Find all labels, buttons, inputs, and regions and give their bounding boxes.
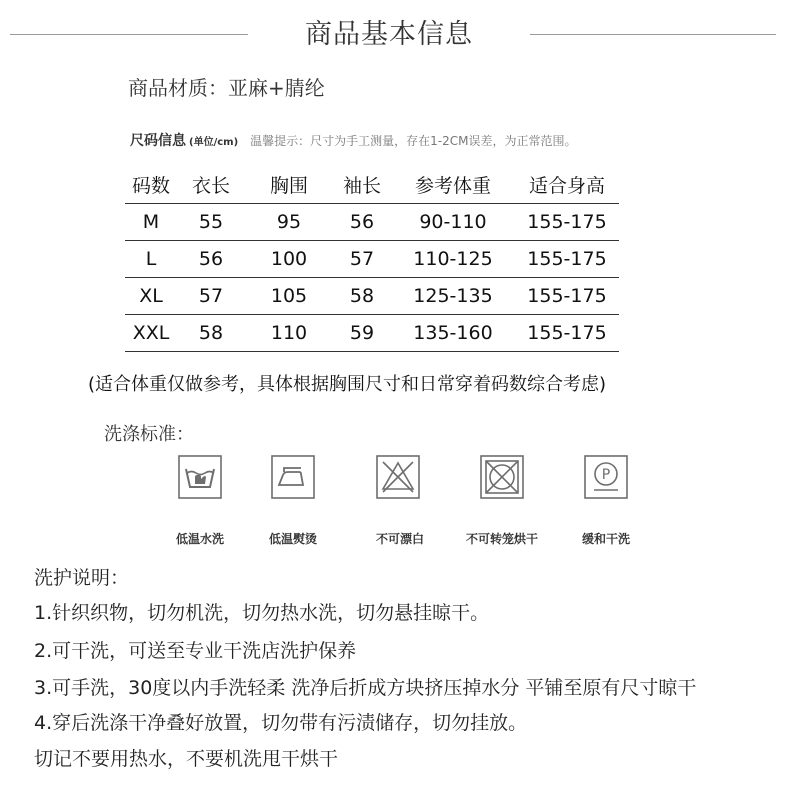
- table-cell: 90-110: [391, 203, 515, 240]
- header: [0, 16, 790, 56]
- table-cell: 59: [333, 314, 391, 351]
- table-row: [125, 314, 619, 351]
- table-cell: 110: [245, 314, 333, 351]
- size-info-unit: (单位/cm): [189, 137, 239, 148]
- no-tumble-dry-icon: [480, 455, 524, 499]
- care-instructions-title: 洗护说明：: [34, 567, 130, 589]
- no-tumble-dry-label: 不可转笼烘干: [465, 532, 538, 546]
- table-cell: 105: [245, 277, 333, 314]
- table-cell: 56: [177, 240, 245, 277]
- low-temp-wash-icon: [178, 455, 222, 499]
- table-cell: 135-160: [391, 314, 515, 351]
- low-temp-wash-icon-graphic: [178, 455, 222, 499]
- table-cell: 57: [177, 277, 245, 314]
- table-cell: 58: [333, 277, 391, 314]
- size-info-heading: [130, 130, 576, 150]
- care-line: 4.穿后洗涤干净叠好放置，切勿带有污渍储存，切勿挂放。: [34, 712, 528, 734]
- no-bleach-label: 不可漂白: [375, 532, 424, 546]
- table-cell: 155-175: [515, 240, 619, 277]
- table-cell: XXL: [125, 314, 177, 351]
- size-table-header-row: [125, 167, 619, 203]
- size-info-title: 尺码信息: [130, 133, 186, 149]
- col-header-weight: 参考体重: [391, 167, 515, 203]
- table-cell: 55: [177, 203, 245, 240]
- table-cell: 155-175: [515, 277, 619, 314]
- wash-standard-label: 洗涤标准：: [104, 424, 194, 445]
- no-tumble-dry-icon-graphic: [480, 455, 524, 499]
- header-divider-left: [10, 34, 248, 35]
- low-temp-wash-label: 低温水洗: [175, 532, 224, 546]
- table-cell: 100: [245, 240, 333, 277]
- table-row: [125, 240, 619, 277]
- table-cell: 95: [245, 203, 333, 240]
- low-temp-iron-icon: [271, 455, 315, 499]
- col-header-chest: 胸围: [245, 167, 333, 203]
- low-temp-iron-label: 低温熨烫: [268, 532, 317, 546]
- table-cell: 110-125: [391, 240, 515, 277]
- table-row: [125, 203, 619, 240]
- gentle-dry-clean-icon: [584, 455, 628, 499]
- no-bleach-icon: [376, 455, 420, 499]
- table-cell: L: [125, 240, 177, 277]
- gentle-dry-clean-icon-graphic: [584, 455, 628, 499]
- col-header-sleeve: 袖长: [333, 167, 391, 203]
- table-cell: 58: [177, 314, 245, 351]
- header-divider-right: [530, 34, 776, 35]
- col-header-length: 衣长: [177, 167, 245, 203]
- care-line: 2.可干洗，可送至专业干洗店洗护保养: [34, 640, 357, 662]
- low-temp-iron-icon-graphic: [271, 455, 315, 499]
- page-title: 商品基本信息: [305, 19, 473, 50]
- table-cell: M: [125, 203, 177, 240]
- care-line: 1.针织织物，切勿机洗，切勿热水洗，切勿悬挂晾干。: [34, 602, 490, 624]
- material-info: 商品材质：亚麻+腈纶: [128, 76, 325, 100]
- table-row: [125, 277, 619, 314]
- table-cell: 57: [333, 240, 391, 277]
- table-cell: 155-175: [515, 314, 619, 351]
- table-cell: 125-135: [391, 277, 515, 314]
- col-header-height: 适合身高: [515, 167, 619, 203]
- size-info-tip: 温馨提示：尺寸为手工测量，存在1-2CM误差，为正常范围。: [250, 134, 577, 148]
- col-header-size: 码数: [125, 167, 177, 203]
- table-cell: 56: [333, 203, 391, 240]
- care-line: 3.可手洗，30度以内手洗轻柔 洗净后折成方块挤压掉水分 平铺至原有尺寸晾干: [34, 677, 697, 699]
- gentle-dry-clean-label: 缓和干洗: [581, 532, 630, 546]
- table-cell: 155-175: [515, 203, 619, 240]
- no-bleach-icon-graphic: [376, 455, 420, 499]
- size-table: [125, 167, 619, 352]
- svg-text:P: P: [601, 467, 611, 483]
- size-note: (适合体重仅做参考，具体根据胸围尺寸和日常穿着码数综合考虑): [88, 374, 607, 395]
- table-cell: XL: [125, 277, 177, 314]
- care-line: 切记不要用热水，不要机洗甩干烘干: [34, 748, 339, 770]
